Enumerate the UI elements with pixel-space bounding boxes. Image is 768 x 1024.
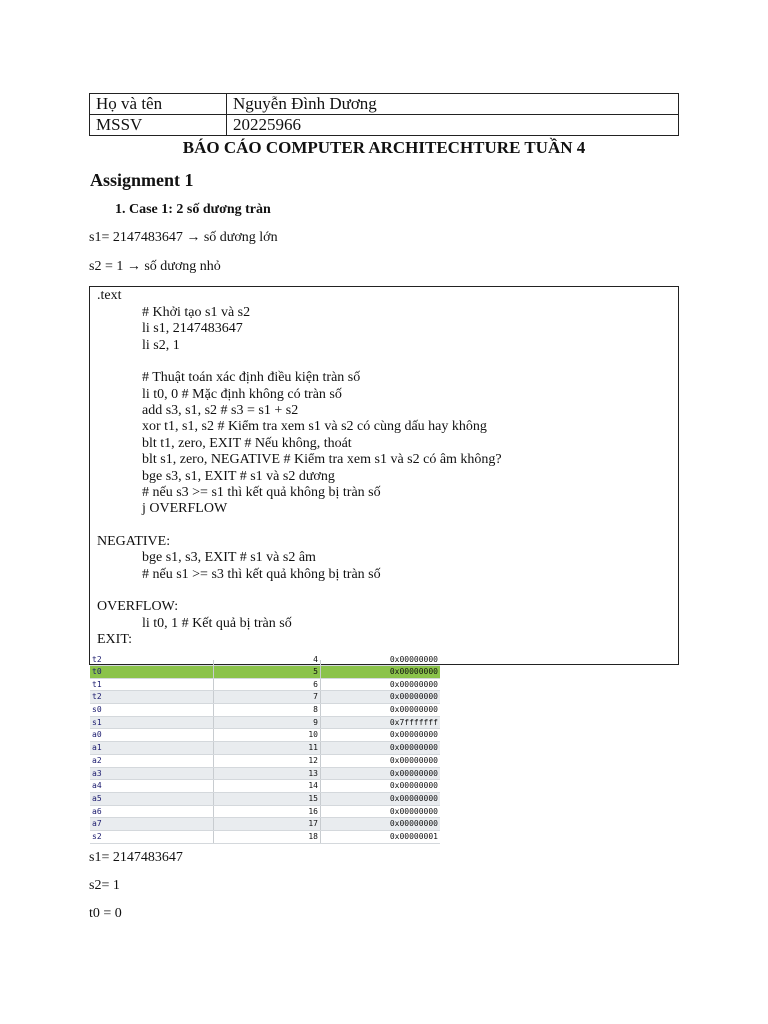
register-name: t2 (90, 691, 214, 703)
table-row[interactable] (90, 704, 440, 717)
s2-description: s2 = 1 → số dương nhỏ (89, 259, 221, 274)
table-row[interactable] (90, 755, 440, 768)
register-number: 8 (214, 704, 321, 716)
register-value: 0x00000000 (389, 667, 438, 676)
register-name: a2 (90, 755, 214, 767)
register-number: 11 (214, 742, 321, 754)
code-line: # Thuật toán xác định điều kiện tràn số (142, 370, 361, 385)
register-value: 0x00000000 (389, 705, 438, 715)
code-line: # Khởi tạo s1 và s2 (142, 305, 251, 320)
table-row[interactable] (90, 768, 440, 781)
code-line: li s2, 1 (142, 338, 180, 353)
code-line: blt t1, zero, EXIT # Nếu không, thoát (142, 436, 352, 451)
table-row[interactable] (90, 691, 440, 704)
code-line: li t0, 0 # Mặc định không có tràn số (142, 387, 342, 402)
code-line: .text (97, 288, 122, 303)
code-line: j OVERFLOW (142, 501, 228, 516)
register-value: 0x00000000 (389, 692, 438, 702)
code-line: blt s1, zero, NEGATIVE # Kiểm tra xem s1 và s2 có âm không? (142, 452, 502, 467)
code-line: bge s1, s3, EXIT # s1 và s2 âm (142, 550, 316, 565)
register-value: 0x00000000 (389, 743, 438, 753)
code-label: NEGATIVE: (97, 534, 171, 549)
register-number: 10 (214, 729, 321, 741)
register-number: 16 (214, 806, 321, 818)
id-row (90, 115, 679, 136)
code-line: # nếu s1 >= s3 thì kết quả không bị tràn số (142, 567, 381, 582)
result-s1: s1= 2147483647 (89, 850, 183, 865)
code-line: xor t1, s1, s2 # Kiểm tra xem s1 và s2 có cùng dấu hay không (142, 419, 487, 434)
register-number: 15 (214, 793, 321, 805)
table-row[interactable] (90, 818, 440, 831)
register-name: a5 (90, 793, 214, 805)
register-number: 7 (214, 691, 321, 703)
table-row[interactable] (90, 742, 440, 755)
table-row[interactable] (90, 793, 440, 806)
name-label: Họ và tên (90, 94, 227, 115)
register-number: 14 (214, 780, 321, 792)
register-value: 0x00000000 (389, 655, 438, 664)
register-table (90, 655, 440, 841)
id-label: MSSV (90, 115, 227, 136)
register-value: 0x7fffffff (389, 717, 438, 727)
report-title: BÁO CÁO COMPUTER ARCHITECHTURE TUẦN 4 (182, 138, 586, 157)
register-number: 17 (214, 818, 321, 830)
register-value: 0x00000000 (389, 781, 438, 791)
register-value: 0x00000000 (389, 806, 438, 816)
register-name: a7 (90, 818, 214, 830)
register-value: 0x00000000 (389, 730, 438, 740)
name-row (90, 94, 679, 115)
register-name: a6 (90, 806, 214, 818)
register-name: a4 (90, 780, 214, 792)
register-value: 0x00000001 (389, 831, 438, 841)
table-row[interactable] (90, 717, 440, 730)
table-row[interactable] (90, 666, 440, 679)
table-row[interactable] (90, 831, 440, 844)
register-name: s1 (90, 717, 214, 729)
code-line: bge s3, s1, EXIT # s1 và s2 dương (142, 469, 335, 484)
register-value: 0x00000000 (389, 768, 438, 778)
case-heading: 1. Case 1: 2 số dương tràn (115, 202, 271, 217)
register-value: 0x00000000 (389, 793, 438, 803)
register-name: s2 (90, 831, 214, 843)
code-line: li s1, 2147483647 (142, 321, 243, 336)
register-value: 0x00000000 (389, 679, 438, 689)
code-block (89, 286, 679, 665)
table-row[interactable] (90, 780, 440, 793)
register-name: t0 (90, 666, 214, 678)
register-name: a0 (90, 729, 214, 741)
register-number: 6 (214, 679, 321, 691)
table-row[interactable] (90, 806, 440, 819)
register-name: s0 (90, 704, 214, 716)
register-name: a1 (90, 742, 214, 754)
id-value: 20225966 (227, 115, 679, 136)
register-number: 9 (214, 717, 321, 729)
code-line: li t0, 1 # Kết quả bị tràn số (142, 616, 292, 631)
code-line: # nếu s3 >= s1 thì kết quả không bị tràn số (142, 485, 381, 500)
s1-description: s1= 2147483647 → số dương lớn (89, 230, 278, 245)
table-row[interactable] (90, 729, 440, 742)
code-label: OVERFLOW: (97, 599, 179, 614)
assignment-heading: Assignment 1 (90, 170, 194, 190)
table-row[interactable] (90, 679, 440, 692)
register-name: t2 (92, 655, 102, 664)
register-number: 4 (313, 655, 318, 664)
register-name: a3 (90, 768, 214, 780)
register-value: 0x00000000 (389, 755, 438, 765)
name-value: Nguyễn Đình Dương (227, 94, 679, 115)
result-s2: s2= 1 (89, 878, 120, 893)
register-number: 13 (214, 768, 321, 780)
code-line: add s3, s1, s2 # s3 = s1 + s2 (142, 403, 299, 418)
register-number: 5 (214, 666, 321, 678)
code-label: EXIT: (97, 632, 133, 647)
register-number: 18 (214, 831, 321, 843)
register-number: 12 (214, 755, 321, 767)
register-name: t1 (90, 679, 214, 691)
result-t0: t0 = 0 (89, 906, 122, 921)
student-info-table (89, 93, 679, 136)
register-value: 0x00000000 (389, 819, 438, 829)
